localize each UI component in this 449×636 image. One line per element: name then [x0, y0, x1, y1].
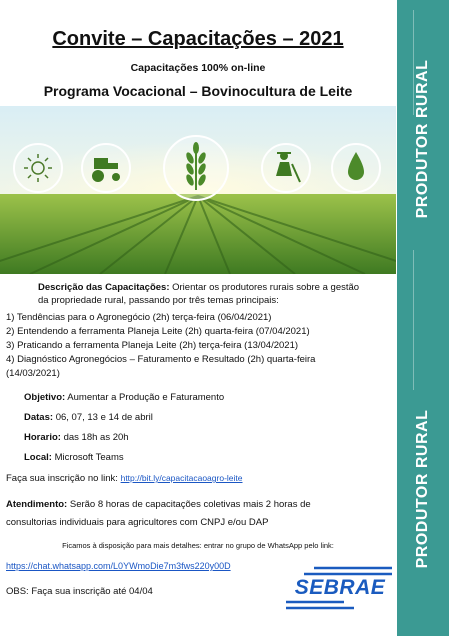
attendance: [6, 496, 392, 532]
list-item: 1) Tendências para o Agronegócio (2h) terça-feira (06/04/2021): [6, 312, 272, 323]
hero-image: [0, 106, 396, 274]
description-line1: Orientar os produtores rurais sobre a gestão: [172, 282, 360, 293]
time-row: [24, 431, 129, 444]
list-item: 2) Entendendo a ferramenta Planeja Leite (2h) quarta-feira (07/04/2021): [6, 326, 310, 337]
sebrae-logo: [284, 562, 394, 612]
farm-field-illustration: [0, 106, 396, 274]
local-label: Local:: [24, 452, 52, 463]
sebrae-wordmark: SEBRAE: [294, 576, 386, 599]
registration-text: Faça sua inscrição no link:: [6, 473, 118, 484]
objective-value: Aumentar a Produção e Faturamento: [67, 392, 225, 403]
page-title: Convite – Capacitações – 2021: [52, 28, 344, 50]
dates-value: 06, 07, 13 e 14 de abril: [55, 412, 153, 423]
sidebar-band: [397, 0, 449, 636]
objective-row: [24, 391, 224, 404]
sidebar-label-bottom: PRODUTOR RURAL: [414, 409, 431, 569]
attendance-line2: consultorias individuais para agricultores com CNPJ e/ou DAP: [6, 517, 269, 528]
description: [38, 281, 392, 307]
registration-link[interactable]: http://bit.ly/capacitacaoagro-leite: [120, 473, 243, 483]
whatsapp-link-text[interactable]: https://chat.whatsapp.com/L0YWmoDie7m3fws220y00D: [6, 561, 231, 571]
contact-text: Ficamos à disposição para mais detalhes: entrar no grupo de WhatsApp pelo link:: [62, 541, 334, 550]
sidebar-label-top: PRODUTOR RURAL: [414, 59, 431, 219]
attendance-line1: Serão 8 horas de capacitações coletivas mais 2 horas de: [69, 499, 311, 510]
subtitle: Capacitações 100% on-line: [130, 62, 266, 74]
registration-row: [6, 472, 243, 485]
time-label: Horario:: [24, 432, 61, 443]
topics-list: [6, 311, 394, 381]
description-label: Descrição das Capacitações:: [38, 282, 170, 293]
whatsapp-link: [6, 560, 231, 573]
obs-note: OBS: Faça sua inscrição até 04/04: [6, 586, 153, 597]
objective-label: Objetivo:: [24, 392, 66, 403]
program-title: Programa Vocacional – Bovinocultura de Leite: [43, 83, 353, 99]
dates-row: [24, 411, 153, 424]
local-row: [24, 451, 124, 464]
sidebar-divider: [413, 250, 414, 390]
list-item: 4) Diagnóstico Agronegócios – Faturamento e Resultado (2h) quarta-feira: [6, 354, 316, 365]
list-item: (14/03/2021): [6, 368, 60, 379]
description-line2: da propriedade rural, passando por três temas principais:: [38, 295, 279, 306]
list-item: 3) Praticando a ferramenta Planeja Leite (2h) terça-feira (13/04/2021): [6, 340, 299, 351]
attendance-label: Atendimento:: [6, 499, 68, 510]
dates-label: Datas:: [24, 412, 54, 423]
time-value: das 18h as 20h: [63, 432, 129, 443]
local-value: Microsoft Teams: [54, 452, 124, 463]
